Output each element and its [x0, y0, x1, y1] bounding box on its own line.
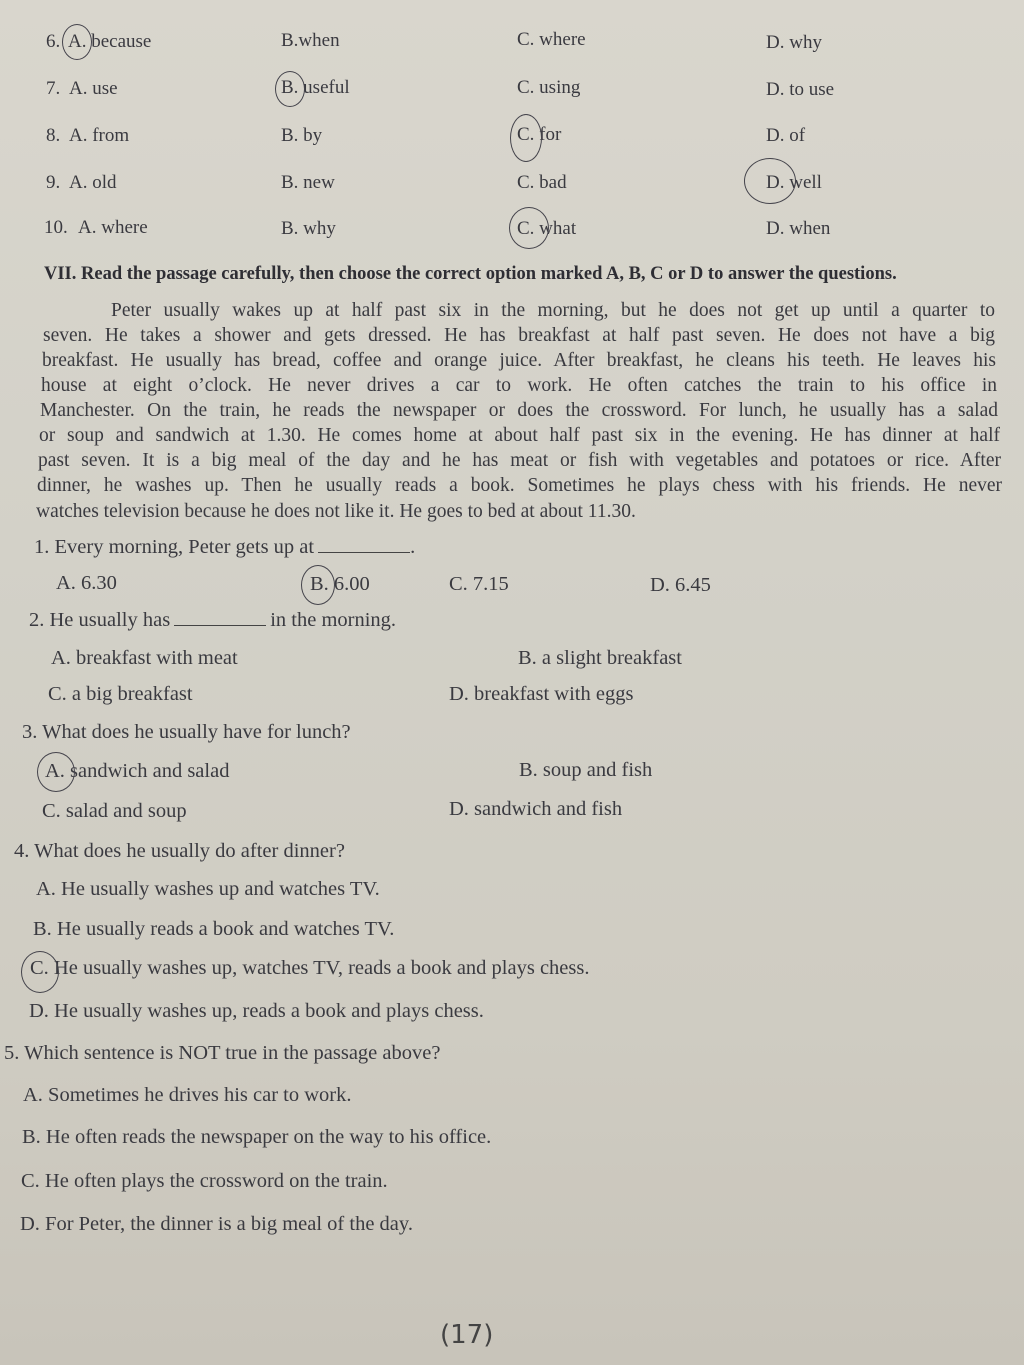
- option-c: C. using: [517, 77, 581, 98]
- option-d: D. sandwich and fish: [449, 798, 623, 820]
- option-b: B. soup and fish: [519, 759, 653, 781]
- option-d: D. For Peter, the dinner is a big meal of the day.: [20, 1213, 413, 1235]
- mcq-number: 9.: [46, 172, 61, 193]
- question-stem: 2. He usually has in the morning.: [29, 609, 397, 631]
- option-c: C. He usually washes up, watches TV, reads a book and plays chess.: [30, 957, 590, 979]
- option-a: A. Sometimes he drives his car to work.: [23, 1084, 352, 1106]
- page-number: (17): [440, 1320, 494, 1350]
- question-stem: 3. What does he usually have for lunch?: [22, 721, 351, 743]
- passage-line: breakfast. He usually has bread, coffee and orange juice. After breakfast, he cleans his teeth. He leaves his: [42, 350, 996, 371]
- option-b: B. new: [281, 172, 335, 193]
- option-d: D. 6.45: [650, 574, 711, 596]
- option-b: B. by: [281, 125, 323, 146]
- passage-line: seven. He takes a shower and gets dressed. He has breakfast at half past seven. He does not have a big: [43, 325, 995, 346]
- passage-line: Manchester. On the train, he reads the newspaper or does the crossword. For lunch, he usually has a salad: [40, 400, 998, 421]
- option-c: C. a big breakfast: [48, 683, 193, 705]
- answer-blank: [318, 536, 410, 553]
- option-c: C. what: [517, 218, 577, 239]
- mcq-number: 7.: [46, 78, 61, 99]
- option-c: C. 7.15: [449, 573, 509, 595]
- option-b: B. 6.00: [310, 573, 370, 595]
- question-stem: 1. Every morning, Peter gets up at .: [34, 536, 416, 558]
- passage-line: Peter usually wakes up at half past six in the morning, but he does not get up until a quarter to: [111, 300, 995, 321]
- option-c: C. He often plays the crossword on the train.: [21, 1170, 388, 1192]
- option-a: A. breakfast with meat: [51, 647, 238, 669]
- option-a: A. old: [69, 172, 117, 193]
- answer-blank: [174, 609, 266, 626]
- option-b: B. He often reads the newspaper on the way to his office.: [22, 1126, 492, 1148]
- question-stem: 4. What does he usually do after dinner?: [14, 840, 345, 862]
- option-b: B. a slight breakfast: [518, 647, 682, 669]
- mcq-number: 6.: [46, 31, 61, 52]
- option-d: D. of: [766, 125, 806, 146]
- option-b: B. useful: [281, 77, 350, 98]
- passage-line: dinner, he washes up. Then he usually reads a book. Sometimes he plays chess with his friends. He never: [37, 475, 1002, 496]
- option-d: D. to use: [766, 79, 835, 100]
- option-d: D. why: [766, 32, 822, 53]
- option-d: D. He usually washes up, reads a book and plays chess.: [29, 1000, 484, 1022]
- option-b: B.when: [281, 30, 340, 51]
- option-c: C. salad and soup: [42, 800, 187, 822]
- mcq-number: 10.: [44, 217, 68, 238]
- option-d: D. well: [766, 172, 822, 193]
- option-a: A. because: [68, 31, 152, 52]
- option-c: C. bad: [517, 172, 567, 193]
- option-c: C. where: [517, 29, 586, 50]
- passage-line: watches television because he does not like it. He goes to bed at about 11.30.: [36, 501, 636, 522]
- option-a: A. He usually washes up and watches TV.: [36, 878, 380, 900]
- option-a: A. 6.30: [56, 572, 117, 594]
- option-a: A. from: [69, 125, 130, 146]
- option-c: C. for: [517, 124, 562, 145]
- option-a: A. where: [78, 217, 148, 238]
- option-a: A. sandwich and salad: [45, 760, 230, 782]
- option-b: B. He usually reads a book and watches TV.: [33, 918, 395, 940]
- section-heading: VII. Read the passage carefully, then choose the correct option marked A, B, C or D to answer the questions.: [44, 264, 897, 284]
- option-d: D. breakfast with eggs: [449, 683, 634, 705]
- option-d: D. when: [766, 218, 831, 239]
- question-stem: 5. Which sentence is NOT true in the passage above?: [4, 1042, 441, 1064]
- option-b: B. why: [281, 218, 336, 239]
- option-a: A. use: [69, 78, 118, 99]
- mcq-number: 8.: [46, 125, 61, 146]
- passage-line: or soup and sandwich at 1.30. He comes home at about half past six in the evening. He has dinner at half: [39, 425, 1000, 446]
- passage-line: house at eight o’clock. He never drives a car to work. He often catches the train to his office in: [41, 375, 997, 396]
- passage-line: past seven. It is a big meal of the day and he has meat or fish with vegetables and potatoes or rice. After: [38, 450, 1001, 471]
